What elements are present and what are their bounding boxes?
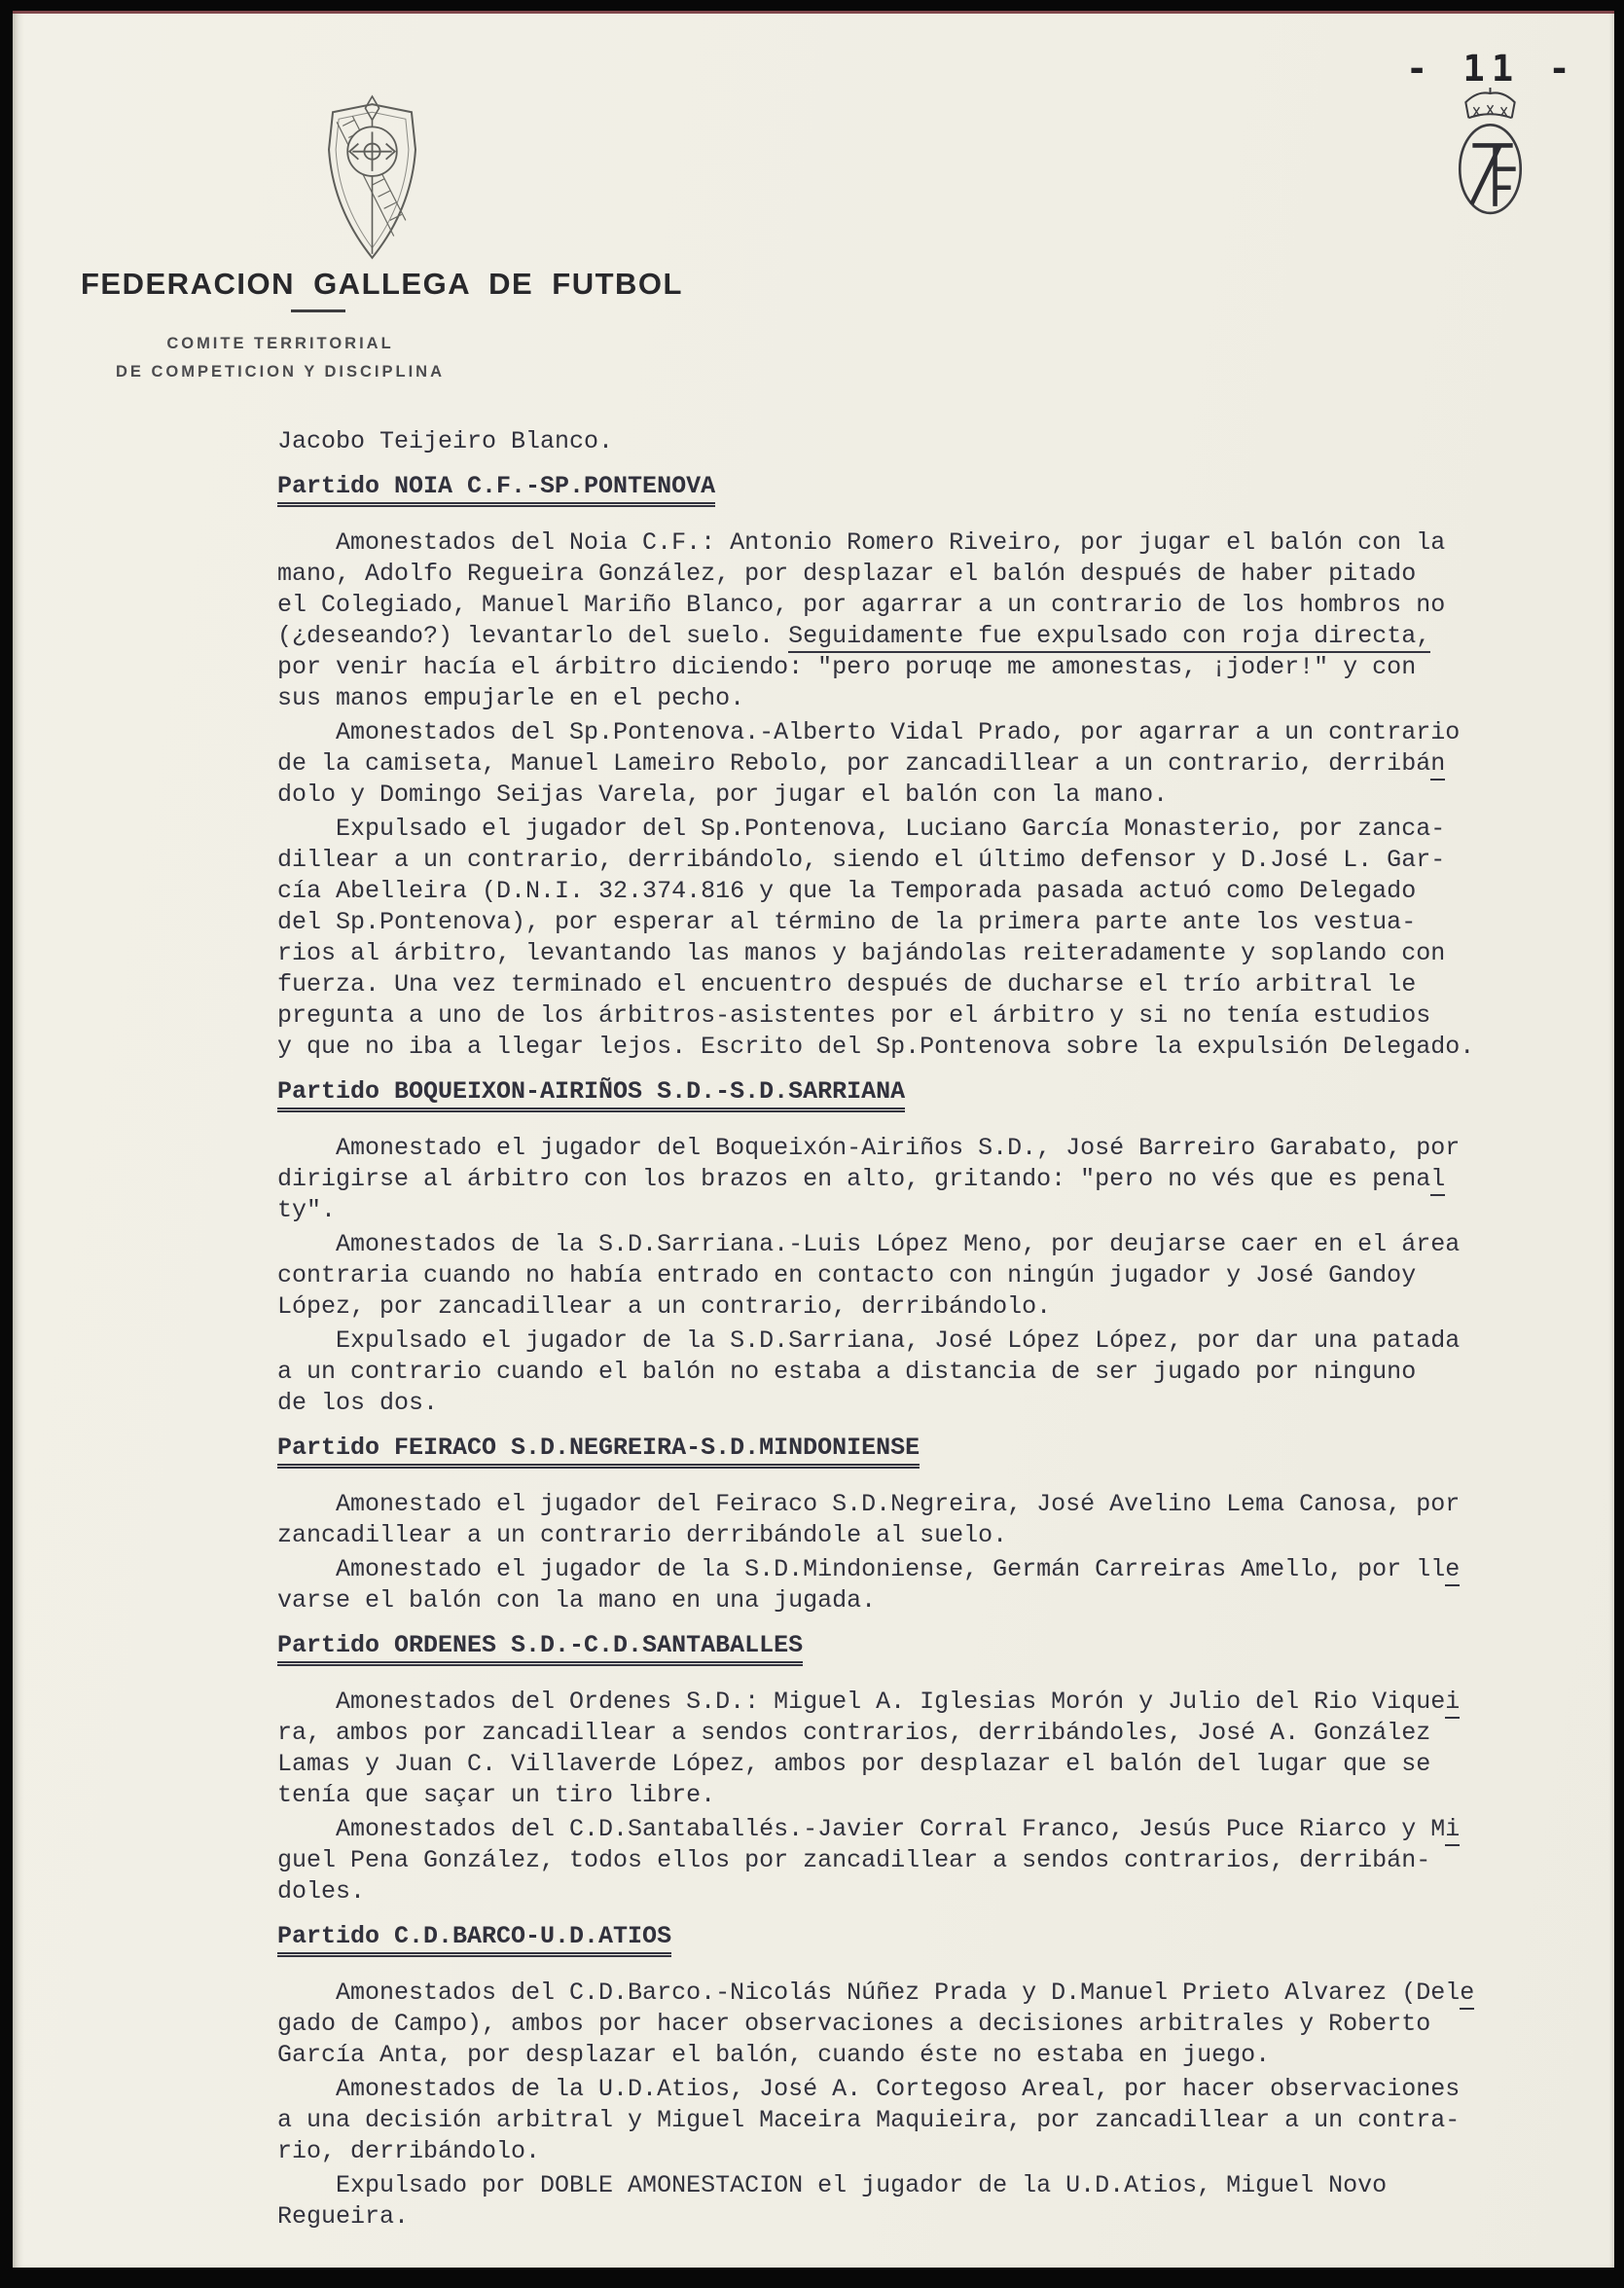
text-line: a una decisión arbitral y Miguel Maceira Maquieira, por zancadillear a un contra- xyxy=(277,2106,1461,2134)
text-line xyxy=(277,621,1523,652)
crown-crest-logo xyxy=(1439,87,1542,219)
author-line: Jacobo Teijeiro Blanco. xyxy=(277,427,614,455)
text-line xyxy=(277,1687,1523,1718)
committee-line-1: COMITE TERRITORIAL xyxy=(166,335,394,352)
match-heading: Partido ORDENES S.D.-C.D.SANTABALLES xyxy=(277,1630,803,1666)
text-line: varse el balón con la mano en una jugada. xyxy=(277,1586,877,1615)
text-line: García Anta, por desplazar el balón, cuando éste no estaba en juego. xyxy=(277,2041,1271,2069)
text-line: ty". xyxy=(277,1196,337,1224)
text-line: gado de Campo), ambos por hacer observaciones a decisiones arbitrales y Roberto xyxy=(277,2010,1431,2038)
committee-line-2: DE COMPETICION Y DISCIPLINA xyxy=(115,363,445,381)
text-segment: Amonestados del C.D.Santaballés.-Javier Corral Franco, Jesús Puce Riarco y M xyxy=(277,1815,1446,1843)
underlined-text: e xyxy=(1445,1555,1460,1586)
paragraph xyxy=(277,1978,1523,2071)
text-line xyxy=(277,1554,1523,1585)
text-line: Expulsado el jugador de la S.D.Sarriana, José López López, por dar una patada xyxy=(277,1326,1461,1355)
paragraph xyxy=(277,1554,1523,1616)
text-segment: Amonestado el jugador de la S.D.Mindoniense, Germán Carreiras Amello, por ll xyxy=(277,1555,1446,1583)
paragraph xyxy=(277,1814,1523,1907)
text-line: de los dos. xyxy=(277,1389,439,1417)
text-segment: (¿deseando?) levantarlo del suelo. xyxy=(277,622,789,650)
text-line: el Colegiado, Manuel Mariño Blanco, por agarrar a un contrario de los hombros no xyxy=(277,591,1446,619)
text-line: sus manos empujarle en el pecho. xyxy=(277,684,745,712)
match-heading: Partido NOIA C.F.-SP.PONTENOVA xyxy=(277,471,715,507)
match-heading: Partido BOQUEIXON-AIRIÑOS S.D.-S.D.SARRIANA xyxy=(277,1076,905,1112)
text-line: pregunta a uno de los árbitros-asistentes por el árbitro y si no tenía estudios xyxy=(277,1001,1431,1030)
paragraph xyxy=(277,527,1523,714)
paragraph xyxy=(277,2170,1523,2233)
underlined-text: Seguidamente fue expulsado con roja directa, xyxy=(788,622,1430,653)
text-line xyxy=(277,1164,1523,1195)
match-heading: Partido C.D.BARCO-U.D.ATIOS xyxy=(277,1921,671,1957)
text-segment: dirigirse al árbitro con los brazos en alto, gritando: "pero no vés que es pena xyxy=(277,1165,1431,1193)
underlined-text: i xyxy=(1445,1815,1460,1846)
text-line: Amonestado el jugador del Feiraco S.D.Negreira, José Avelino Lema Canosa, por xyxy=(277,1490,1461,1518)
paragraph xyxy=(277,1687,1523,1811)
underlined-text: l xyxy=(1430,1165,1445,1196)
text-line: doles. xyxy=(277,1877,366,1906)
document-page xyxy=(13,11,1614,2268)
text-line: Amonestado el jugador del Boqueixón-Airiños S.D., José Barreiro Garabato, por xyxy=(277,1134,1461,1162)
text-line: Amonestados del Noia C.F.: Antonio Romero Riveiro, por jugar el balón con la xyxy=(277,528,1446,557)
text-line: del Sp.Pontenova), por esperar al término de la primera parte ante los vestua- xyxy=(277,908,1417,936)
text-segment: Amonestados del Ordenes S.D.: Miguel A. Iglesias Morón y Julio del Rio Vique xyxy=(277,1688,1446,1716)
text-line xyxy=(277,1814,1523,1845)
text-line: López, por zancadillear a un contrario, derribándolo. xyxy=(277,1292,1052,1321)
paragraph xyxy=(277,1229,1523,1323)
underlined-text: i xyxy=(1445,1688,1460,1719)
text-line xyxy=(277,748,1523,780)
document-body xyxy=(277,426,1523,2235)
text-line xyxy=(277,1978,1523,2009)
paragraph xyxy=(277,1133,1523,1226)
text-line: Amonestados del Sp.Pontenova.-Alberto Vidal Prado, por agarrar a un contrario xyxy=(277,718,1461,746)
text-line: cía Abelleira (D.N.I. 32.374.816 y que la Temporada pasada actuó como Delegado xyxy=(277,877,1417,905)
text-segment: de la camiseta, Manuel Lameiro Rebolo, por zancadillear a un contrario, derribá xyxy=(277,749,1431,778)
paragraph xyxy=(277,1489,1523,1551)
paragraph xyxy=(277,2074,1523,2167)
page-number: - 11 - xyxy=(1406,48,1577,90)
text-line: guel Pena González, todos ellos por zancadillear a sendos contrarios, derribán- xyxy=(277,1846,1431,1874)
text-segment: Amonestados del C.D.Barco.-Nicolás Núñez Prada y D.Manuel Prieto Alvarez (Del xyxy=(277,1979,1461,2007)
text-line: dillear a un contrario, derribándolo, siendo el último defensor y D.José L. Gar- xyxy=(277,846,1446,874)
text-line: ra, ambos por zancadillear a sendos contrarios, derribándoles, José A. González xyxy=(277,1719,1431,1747)
match-heading: Partido FEIRACO S.D.NEGREIRA-S.D.MINDONIENSE xyxy=(277,1433,920,1469)
text-line: y que no iba a llegar lejos. Escrito del Sp.Pontenova sobre la expulsión Delegado. xyxy=(277,1033,1475,1061)
paragraph xyxy=(277,814,1523,1063)
text-line: Amonestados de la S.D.Sarriana.-Luis López Meno, por deujarse caer en el área xyxy=(277,1230,1461,1258)
underlined-text: n xyxy=(1430,749,1445,781)
text-line: Expulsado por DOBLE AMONESTACION el jugador de la U.D.Atios, Miguel Novo xyxy=(277,2171,1388,2199)
text-line: mano, Adolfo Regueira González, por desplazar el balón después de haber pitado xyxy=(277,560,1417,588)
paragraph xyxy=(277,1326,1523,1419)
text-line: Expulsado el jugador del Sp.Pontenova, Luciano García Monasterio, por zanca- xyxy=(277,815,1446,843)
federation-shield-logo xyxy=(292,92,452,270)
text-line: dolo y Domingo Seijas Varela, por jugar el balón con la mano. xyxy=(277,781,1169,809)
text-line: contraria cuando no había entrado en contacto con ningún jugador y José Gandoy xyxy=(277,1261,1417,1289)
letterhead-divider xyxy=(291,309,345,312)
text-line: rio, derribándolo. xyxy=(277,2137,541,2165)
text-line: por venir hacía el árbitro diciendo: "pero poruqe me amonestas, ¡joder!" y con xyxy=(277,653,1417,681)
text-line: Lamas y Juan C. Villaverde López, ambos por desplazar el balón del lugar que se xyxy=(277,1750,1431,1778)
committee-block xyxy=(71,335,489,391)
text-line: a un contrario cuando el balón no estaba a distancia de ser jugado por ninguno xyxy=(277,1358,1417,1386)
text-line: zancadillear a un contrario derribándole al suelo. xyxy=(277,1521,1008,1549)
text-line: tenía que saçar un tiro libre. xyxy=(277,1781,716,1809)
text-line: Regueira. xyxy=(277,2202,410,2231)
paragraph xyxy=(277,717,1523,811)
letterhead-title: FEDERACION GALLEGA DE FUTBOL xyxy=(81,267,683,301)
text-line: rios al árbitro, levantando las manos y bajándolas reiteradamente y soplando con xyxy=(277,939,1446,967)
text-line: Amonestados de la U.D.Atios, José A. Cortegoso Areal, por hacer observaciones xyxy=(277,2075,1461,2103)
underlined-text: e xyxy=(1460,1979,1474,2010)
text-line: fuerza. Una vez terminado el encuentro después de ducharse el trío arbitral le xyxy=(277,970,1417,999)
